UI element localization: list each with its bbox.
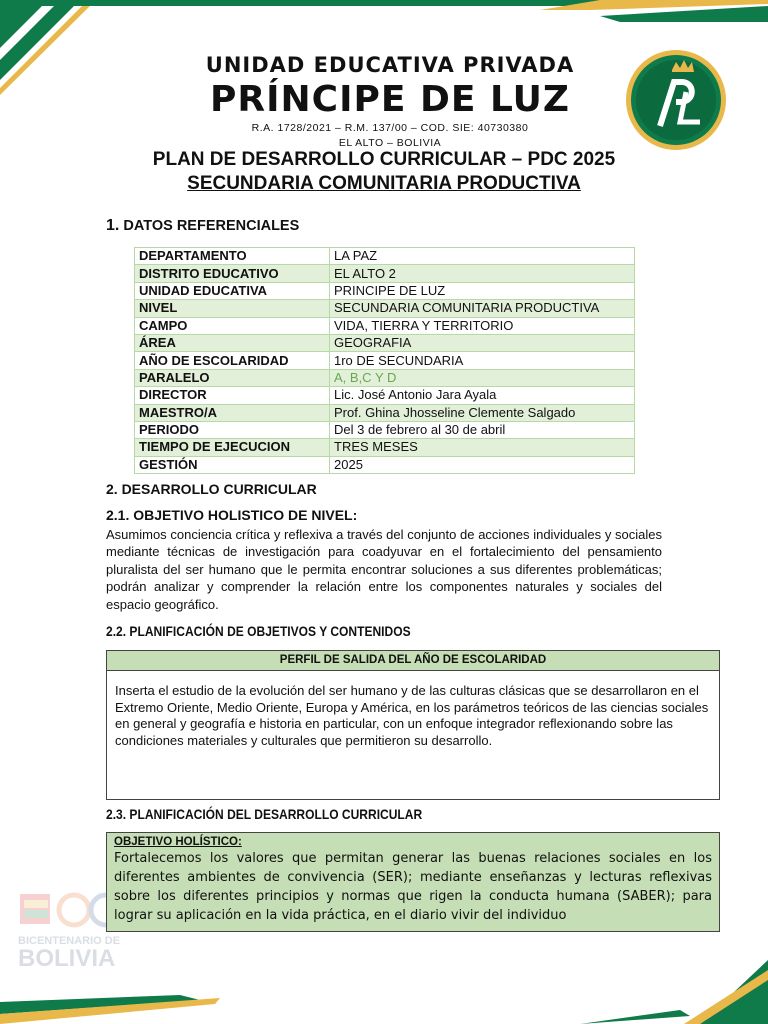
table-row — [135, 387, 635, 404]
field-label: AÑO DE ESCOLARIDAD — [135, 352, 330, 369]
field-label: MAESTRO/A — [135, 404, 330, 421]
field-value: Del 3 de febrero al 30 de abril — [330, 421, 635, 438]
bottom-left-banner-ornament — [0, 990, 240, 1024]
bottom-right-corner-ornament — [580, 960, 768, 1024]
table-row — [135, 404, 635, 421]
bicentenario-line1: BICENTENARIO DE — [18, 935, 121, 947]
school-header — [200, 52, 580, 150]
table-row — [135, 265, 635, 282]
objetivo-holistico-text: Fortalecemos los valores que permitan generar las buenas relaciones sociales en los diferentes ambientes de convivencia (SER); mediante enseñanzas y lecturas reflexivas sobre los diferentes principios y normas que rigen la conducta humana (SABER); para lograr su aplicación en la vida práctica, en el diario vivir del individuo — [114, 851, 712, 923]
field-value: TRES MESES — [330, 439, 635, 456]
table-row — [135, 421, 635, 438]
field-label: UNIDAD EDUCATIVA — [135, 282, 330, 299]
field-value: SECUNDARIA COMUNITARIA PRODUCTIVA — [330, 300, 635, 317]
school-logo-icon — [624, 48, 728, 152]
datos-referenciales-table — [134, 247, 635, 474]
field-value: A, B,C Y D — [330, 369, 635, 386]
perfil-salida-box — [106, 650, 720, 800]
field-value: GEOGRAFIA — [330, 334, 635, 351]
perfil-salida-heading: PERFIL DE SALIDA DEL AÑO DE ESCOLARIDAD — [107, 651, 719, 671]
field-value: 1ro DE SECUNDARIA — [330, 352, 635, 369]
field-label: DIRECTOR — [135, 387, 330, 404]
document-subtitle: SECUNDARIA COMUNITARIA PRODUCTIVA — [187, 173, 581, 194]
table-row — [135, 456, 635, 473]
section2-3-heading: 2.3. PLANIFICACIÓN DEL DESARROLLO CURRICULAR — [106, 806, 423, 822]
section2-2-heading: 2.2. PLANIFICACIÓN DE OBJETIVOS Y CONTENIDOS — [106, 623, 411, 639]
table-row — [135, 248, 635, 265]
field-value: Prof. Ghina Jhosseline Clemente Salgado — [330, 404, 635, 421]
table-row — [135, 300, 635, 317]
top-banner-ornament — [0, 0, 768, 40]
table-row — [135, 352, 635, 369]
field-value: VIDA, TIERRA Y TERRITORIO — [330, 317, 635, 334]
field-label: PARALELO — [135, 369, 330, 386]
field-value: PRINCIPE DE LUZ — [330, 282, 635, 299]
section1-number: 1. — [106, 217, 120, 234]
field-label: CAMPO — [135, 317, 330, 334]
field-value: 2025 — [330, 456, 635, 473]
table-row — [135, 369, 635, 386]
section1-title: DATOS REFERENCIALES — [123, 218, 300, 234]
field-label: PERIODO — [135, 421, 330, 438]
table-row — [135, 439, 635, 456]
field-label: NIVEL — [135, 300, 330, 317]
school-type: UNIDAD EDUCATIVA PRIVADA — [205, 53, 575, 77]
perfil-salida-text: Inserta el estudio de la evolución del ser humano y de las culturas clásicas que se desarrollaron en el Extremo Oriente, Medio Oriente, Europa y América, en los parámetros teóricos de las ciencias sociales en general y geografía e historia en particular, con un enfoque integrador reflexionando sobre las condiciones materiales y culturales que permitieron su desarrollo. — [115, 683, 709, 748]
field-label: GESTIÓN — [135, 456, 330, 473]
objetivo-nivel-text: Asumimos conciencia crítica y reflexiva a través del conjunto de acciones individuales y sociales mediante técnicas de investigación para coadyuvar en el fortalecimiento del pensamiento pluralista del ser humano que le permita encontrar soluciones a sus diferentes problemáticas; podrán analizar y comprender la relación entre los componentes naturales y sociales del espacio geográfico. — [106, 527, 662, 612]
field-label: DEPARTAMENTO — [135, 248, 330, 265]
bicentenario-line2: BOLIVIA — [18, 945, 116, 972]
field-value: EL ALTO 2 — [330, 265, 635, 282]
section1-heading — [106, 217, 299, 235]
school-registration: R.A. 1728/2021 – R.M. 137/00 – COD. SIE: 40730380 — [251, 122, 529, 134]
field-label: DISTRITO EDUCATIVO — [135, 265, 330, 282]
school-location: EL ALTO – BOLIVIA — [338, 137, 442, 149]
table-row — [135, 334, 635, 351]
field-label: TIEMPO DE EJECUCION — [135, 439, 330, 456]
objetivo-holistico-heading: OBJETIVO HOLÍSTICO: — [114, 836, 242, 848]
table-row — [135, 282, 635, 299]
field-label: ÁREA — [135, 334, 330, 351]
table-row — [135, 317, 635, 334]
field-value: Lic. José Antonio Jara Ayala — [330, 387, 635, 404]
field-value: LA PAZ — [330, 248, 635, 265]
section2-heading: 2. DESARROLLO CURRICULAR — [106, 481, 317, 497]
school-name: PRÍNCIPE DE LUZ — [210, 79, 570, 120]
document-title: PLAN DE DESARROLLO CURRICULAR – PDC 2025 — [152, 149, 616, 170]
section2-1-heading: 2.1. OBJETIVO HOLISTICO DE NIVEL: — [106, 507, 358, 523]
objetivo-holistico-box — [106, 832, 720, 932]
